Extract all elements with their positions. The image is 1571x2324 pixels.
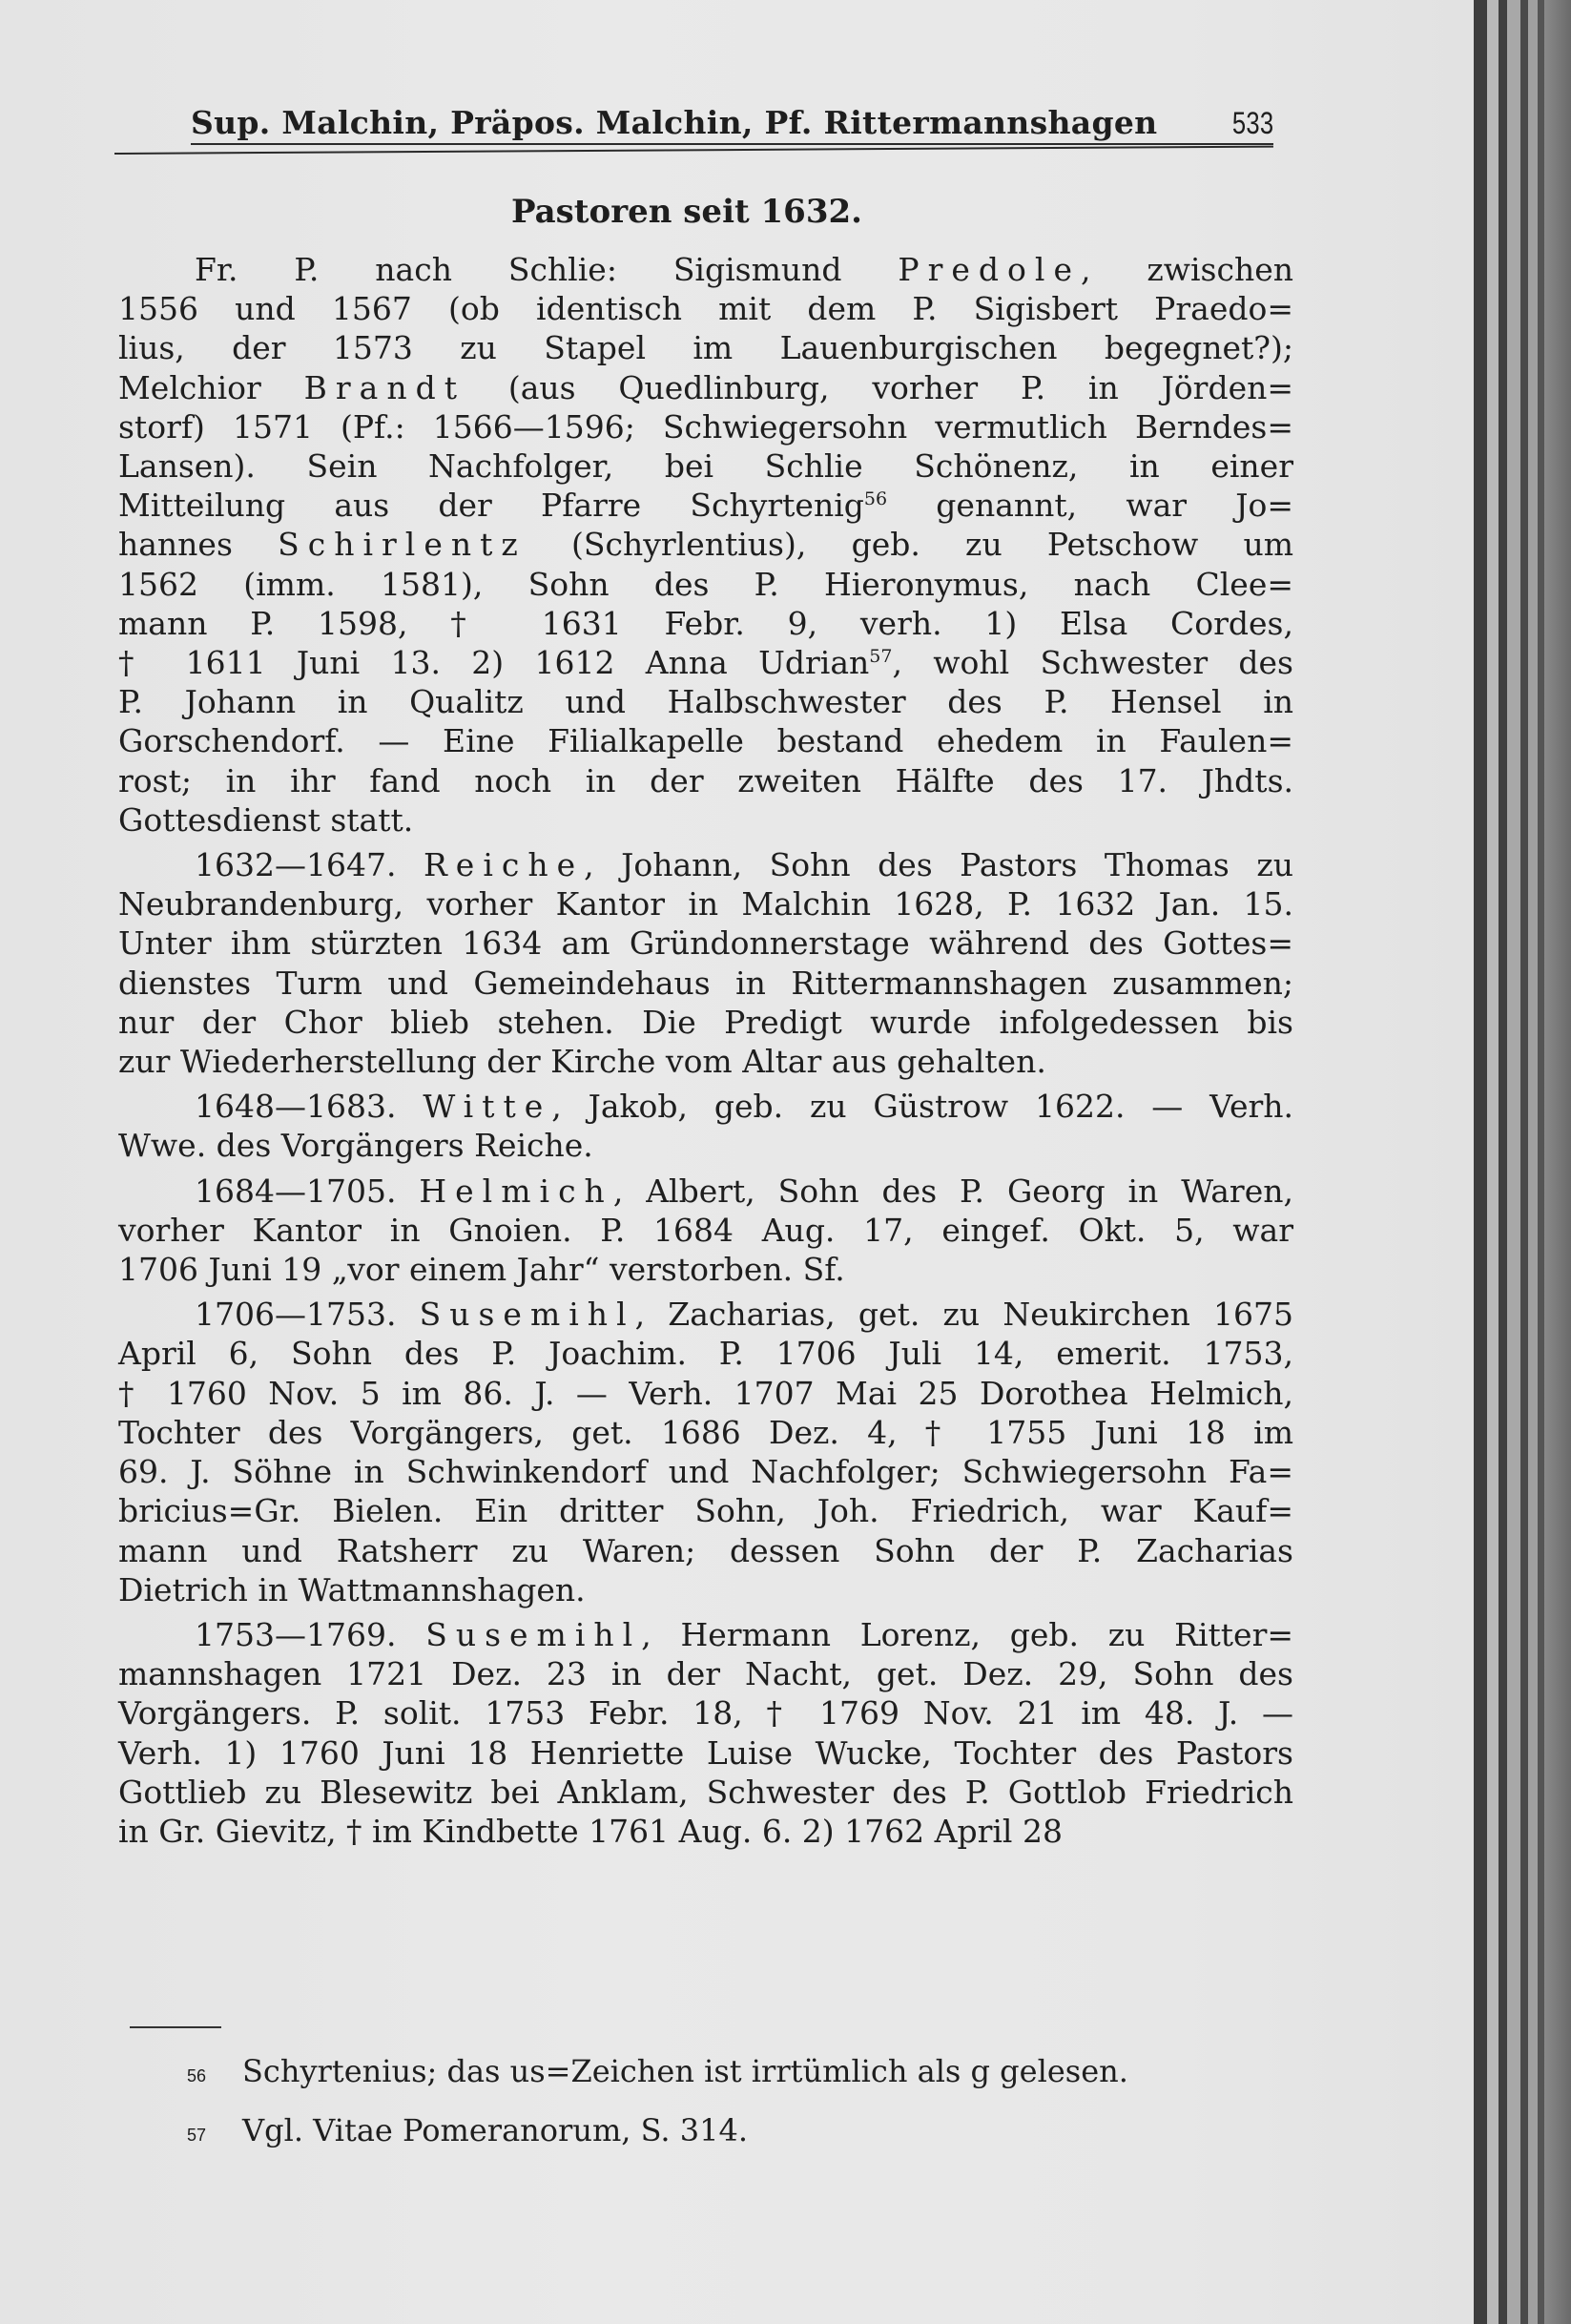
body-text	[118, 250, 1293, 1851]
text-line: 1648—1683. Witte, Jakob, geb. zu Güstrow 1622. — Verh.	[195, 1088, 1293, 1126]
text-line: Tochter des Vorgängers, get. 1686 Dez. 4, † 1755 Juni 18 im	[118, 1413, 1293, 1451]
spaced-name: Schirlentz	[278, 526, 527, 564]
footnote-text: Vgl. Vitae Pomeranorum, S. 314.	[242, 2112, 748, 2148]
footnote-ref: 56	[863, 488, 888, 510]
text-line: Unter ihm stürzten 1634 am Gründonnerstage während des Gottes=	[118, 924, 1293, 963]
text-line: Neubrandenburg, vorher Kantor in Malchin 1628, P. 1632 Jan. 15.	[118, 885, 1293, 923]
text-line: † 1611 Juni 13. 2) 1612 Anna Udrian$^{57}$, wohl Schwester des	[118, 644, 1293, 682]
text-line: 1562 (imm. 1581), Sohn des P. Hieronymus, nach Clee=	[118, 565, 1293, 603]
text-line: Vorgängers. P. solit. 1753 Febr. 18, † 1769 Nov. 21 im 48. J. —	[118, 1694, 1293, 1733]
page-edge-stripe	[1499, 0, 1507, 2324]
running-title: Sup. Malchin, Präpos. Malchin, Pf. Rittermannshagen	[191, 104, 1158, 141]
page-edge-stripe	[1474, 0, 1487, 2324]
footnote-ref: 57	[869, 646, 893, 668]
text-line: 1753—1769. Susemihl, Hermann Lorenz, geb. zu Ritter=	[195, 1615, 1294, 1653]
paragraph-witte	[118, 1087, 1293, 1165]
paragraph-reiche	[118, 845, 1293, 1081]
text-line: in Gr. Gievitz, † im Kindbette 1761 Aug. 6. 2) 1762 April 28	[118, 1812, 1063, 1850]
text-line: Fr. P. nach Schlie: Sigismund Predole, zwischen	[195, 251, 1294, 288]
spaced-name: Predole	[898, 251, 1081, 288]
text-line: Melchior Brandt (aus Quedlinburg, vorher P. in Jörden=	[118, 368, 1293, 406]
text-line: storf) 1571 (Pf.: 1566—1596; Schwiegersohn vermutlich Berndes=	[118, 407, 1293, 446]
text-line: Lansen). Sein Nachfolger, bei Schlie Schönenz, in einer	[118, 447, 1293, 486]
text-line: 1706 Juni 19 „vor einem Jahr“ verstorben. Sf.	[118, 1251, 845, 1289]
text-line: Gorschendorf. — Eine Filialkapelle bestand ehedem in Faulen=	[118, 722, 1293, 760]
text-line: rost; in ihr fand noch in der zweiten Hälfte des 17. Jhdts.	[118, 761, 1293, 799]
text-line: dienstes Turm und Gemeindehaus in Rittermannshagen zusammen;	[118, 964, 1293, 1002]
paragraph-susemihl-zacharias	[118, 1295, 1293, 1609]
spaced-name: Reiche	[423, 846, 585, 884]
text-line: P. Johann in Qualitz und Halbschwester des P. Hensel in	[118, 683, 1293, 721]
page-edge-stripe	[1538, 0, 1544, 2324]
footnotes	[187, 2044, 1236, 2163]
text-line: April 6, Sohn des P. Joachim. P. 1706 Juli 14, emerit. 1753,	[118, 1335, 1293, 1373]
text-line: Dietrich in Wattmannshagen.	[118, 1570, 586, 1608]
page-edge-stripe	[1528, 0, 1538, 2324]
page-number: 533	[1231, 106, 1273, 140]
text-line: mann und Ratsherr zu Waren; dessen Sohn der P. Zacharias	[118, 1531, 1293, 1569]
page-edge-stripe	[1487, 0, 1499, 2324]
text-line: hannes Schirlentz (Schyrlentius), geb. zu Petschow um	[118, 526, 1293, 564]
text-line: 1706—1753. Susemihl, Zacharias, get. zu Neukirchen 1675	[195, 1296, 1293, 1334]
running-header	[191, 92, 1273, 141]
footnote-number: 57	[187, 2126, 207, 2145]
text-line: 1632—1647. Reiche, Johann, Sohn des Pastors Thomas zu	[195, 846, 1293, 884]
text-line: † 1760 Nov. 5 im 86. J. — Verh. 1707 Mai 25 Dorothea Helmich,	[118, 1374, 1293, 1412]
spaced-name: Susemihl	[419, 1296, 635, 1334]
spaced-name: Susemihl	[425, 1615, 642, 1653]
footnote-text: Schyrtenius; das us=Zeichen ist irrtümlich als g gelesen.	[242, 2053, 1128, 2089]
text-line: Gottlieb zu Blesewitz bei Anklam, Schwester des P. Gottlob Friedrich	[118, 1773, 1293, 1811]
page-edge-stripe	[1544, 0, 1571, 2324]
text-line: nur der Chor blieb stehen. Die Predigt wurde infolgedessen bis	[118, 1003, 1293, 1041]
text-line: lius, der 1573 zu Stapel im Lauenburgischen begegnet?);	[118, 329, 1293, 367]
text-line: Wwe. des Vorgängers Reiche.	[118, 1127, 593, 1165]
section-title: Pastoren seit 1632.	[510, 193, 862, 231]
page-edge-stripe	[1520, 0, 1528, 2324]
spaced-name: Helmich	[419, 1172, 613, 1210]
text-line: mann P. 1598, † 1631 Febr. 9, verh. 1) Elsa Cordes,	[118, 604, 1293, 642]
text-line: 69. J. Söhne in Schwinkendorf und Nachfolger; Schwiegersohn Fa=	[118, 1453, 1293, 1491]
text-line: Mitteilung aus der Pfarre Schyrtenig$^{56}$ genannt, war Jo=	[118, 487, 1293, 525]
paragraph-intro	[118, 250, 1293, 840]
footnote-number: 56	[187, 2066, 207, 2085]
footnote-rule	[130, 2026, 221, 2028]
text-line: Verh. 1) 1760 Juni 18 Henriette Luise Wucke, Tochter des Pastors	[118, 1733, 1293, 1772]
text-line: mannshagen 1721 Dez. 23 in der Nacht, get. Dez. 29, Sohn des	[118, 1655, 1293, 1693]
spaced-name: Brandt	[303, 368, 465, 406]
text-line: 1684—1705. Helmich, Albert, Sohn des P. Georg in Waren,	[195, 1172, 1293, 1210]
page-edge-stripe	[1507, 0, 1520, 2324]
text-line: zur Wiederherstellung der Kirche vom Altar aus gehalten.	[118, 1043, 1046, 1081]
text-line: 1556 und 1567 (ob identisch mit dem P. Sigisbert Praedo=	[118, 290, 1293, 328]
text-line: bricius=Gr. Bielen. Ein dritter Sohn, Joh. Friedrich, war Kauf=	[118, 1492, 1293, 1530]
text-line: Gottesdienst statt.	[118, 800, 414, 839]
header-rule	[191, 143, 1273, 145]
spaced-name: Witte	[423, 1088, 552, 1126]
text-line: vorher Kantor in Gnoien. P. 1684 Aug. 17, eingef. Okt. 5, war	[118, 1211, 1293, 1249]
paragraph-susemihl-hermann	[118, 1615, 1293, 1851]
footnote-56	[187, 2044, 1236, 2104]
paragraph-helmich	[118, 1172, 1293, 1290]
footnote-57	[187, 2104, 1236, 2163]
